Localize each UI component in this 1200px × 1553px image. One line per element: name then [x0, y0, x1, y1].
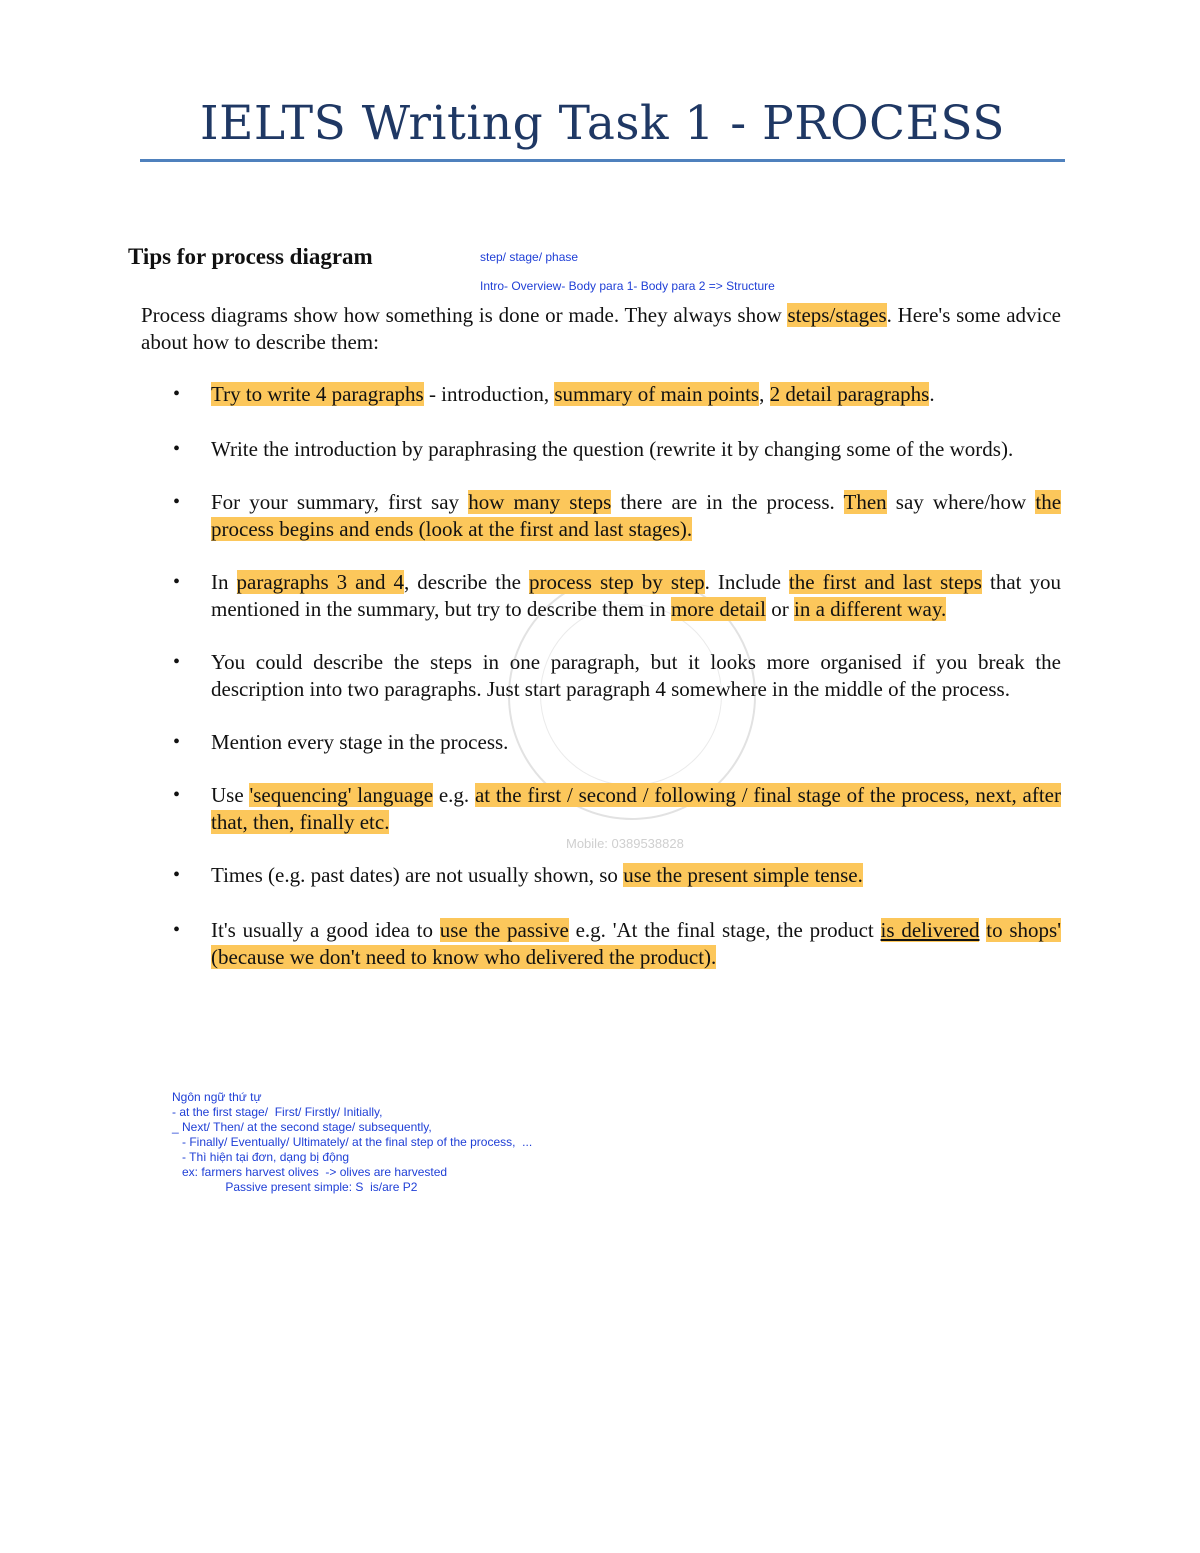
tip-highlight: summary of main points [554, 382, 760, 406]
intro-paragraph [141, 302, 1061, 356]
tip-item [141, 729, 1061, 756]
tip-item [141, 569, 1061, 623]
tip-text: Mention every stage in the process. [211, 730, 509, 754]
watermark-mobile: Mobile: 0389538828 [566, 836, 684, 851]
intro-text: Process diagrams show how something is done or made. They always show [141, 303, 788, 327]
tip-highlight: the first and last steps [788, 570, 982, 594]
vn-note-line: _ Next/ Then/ at the second stage/ subsequently, [172, 1120, 432, 1134]
tip-item [141, 782, 1061, 836]
tip-text: . Include [704, 570, 789, 594]
tip-highlight: at the first / second / following / final stage of the process, next, after that, then, finally etc. [211, 783, 1061, 834]
tip-item [141, 436, 1061, 463]
section-heading: Tips for process diagram [128, 244, 373, 269]
intro-highlight: steps/stages [787, 303, 887, 327]
tip-text: For your summary, first say [211, 490, 469, 514]
vn-note-line: - Thì hiện tại đơn, dạng bị động [172, 1150, 350, 1164]
tip-text: , [759, 382, 770, 406]
side-note-structure: Intro- Overview- Body para 1- Body para 2 => Structure [480, 279, 775, 293]
page-title: IELTS Writing Task 1 - PROCESS [200, 96, 1005, 151]
tip-highlight: Then [843, 490, 887, 514]
tip-highlight: the process begins and ends (look at the first and last stages). [211, 490, 1062, 541]
tip-text: that you mentioned in the summary, but try to describe them in [211, 570, 1061, 621]
tip-text: - introduction, [423, 382, 555, 406]
tip-text: Use [211, 783, 250, 807]
tip-highlight: 2 detail paragraphs [769, 382, 930, 406]
side-note-stage: step/ stage/ phase [480, 250, 579, 264]
tip-highlight: 'sequencing' language [249, 783, 434, 807]
tip-highlight: more detail [670, 597, 767, 621]
vn-note-line: - at the first stage/ First/ Firstly/ Initially, [172, 1105, 383, 1119]
tip-highlight: paragraphs 3 and 4 [236, 570, 405, 594]
tip-text: , describe the [404, 570, 529, 594]
tips-list [141, 381, 1061, 971]
tip-highlight: use the passive [439, 918, 569, 942]
vn-note-line: ex: farmers harvest olives -> olives are harvested [172, 1165, 448, 1179]
tip-highlight: to shops' (because we don't need to know who delivered the product). [211, 918, 1062, 969]
vn-note-line: - Finally/ Eventually/ Ultimately/ at the final step of the process, ... [172, 1135, 533, 1149]
tip-text: Times (e.g. past dates) are not usually shown, so [211, 863, 624, 887]
tip-highlight: in a different way. [794, 597, 947, 621]
tip-text: . [929, 382, 935, 406]
title-rule [140, 159, 1065, 162]
tip-item [141, 862, 1061, 889]
vietnamese-notes [172, 1090, 532, 1195]
tip-text: or [766, 597, 795, 621]
tip-text: You could describe the steps in one paragraph, but it looks more organised if you break the description into two paragraphs. Just start paragraph 4 somewhere in the middle of the process. [211, 650, 1061, 701]
tip-highlight-underlined: is delivered [880, 918, 980, 942]
tip-text: e.g. [433, 783, 475, 807]
tip-item [141, 381, 1061, 408]
tip-text: In [211, 570, 237, 594]
tip-highlight: how many steps [468, 490, 612, 514]
intro-text: . Here's some advice about how to describe them: [141, 303, 1061, 354]
vn-note-line: Ngôn ngữ thứ tự [172, 1090, 262, 1104]
tip-text: there are in the process. [611, 490, 844, 514]
tip-text: say where/how [886, 490, 1036, 514]
tip-text: It's usually a good idea to [211, 918, 440, 942]
tip-item [141, 649, 1061, 703]
tip-item [141, 489, 1061, 543]
tip-text: e.g. 'At the final stage, the product [568, 918, 881, 942]
tip-highlight: process step by step [528, 570, 705, 594]
tip-highlight: use the present simple tense. [623, 863, 863, 887]
vn-note-line: Passive present simple: S is/are P2 [172, 1180, 418, 1194]
tip-highlight: Try to write 4 paragraphs [211, 382, 424, 406]
tip-item [141, 917, 1061, 971]
tip-text: Write the introduction by paraphrasing the question (rewrite it by changing some of the words). [211, 437, 1014, 461]
